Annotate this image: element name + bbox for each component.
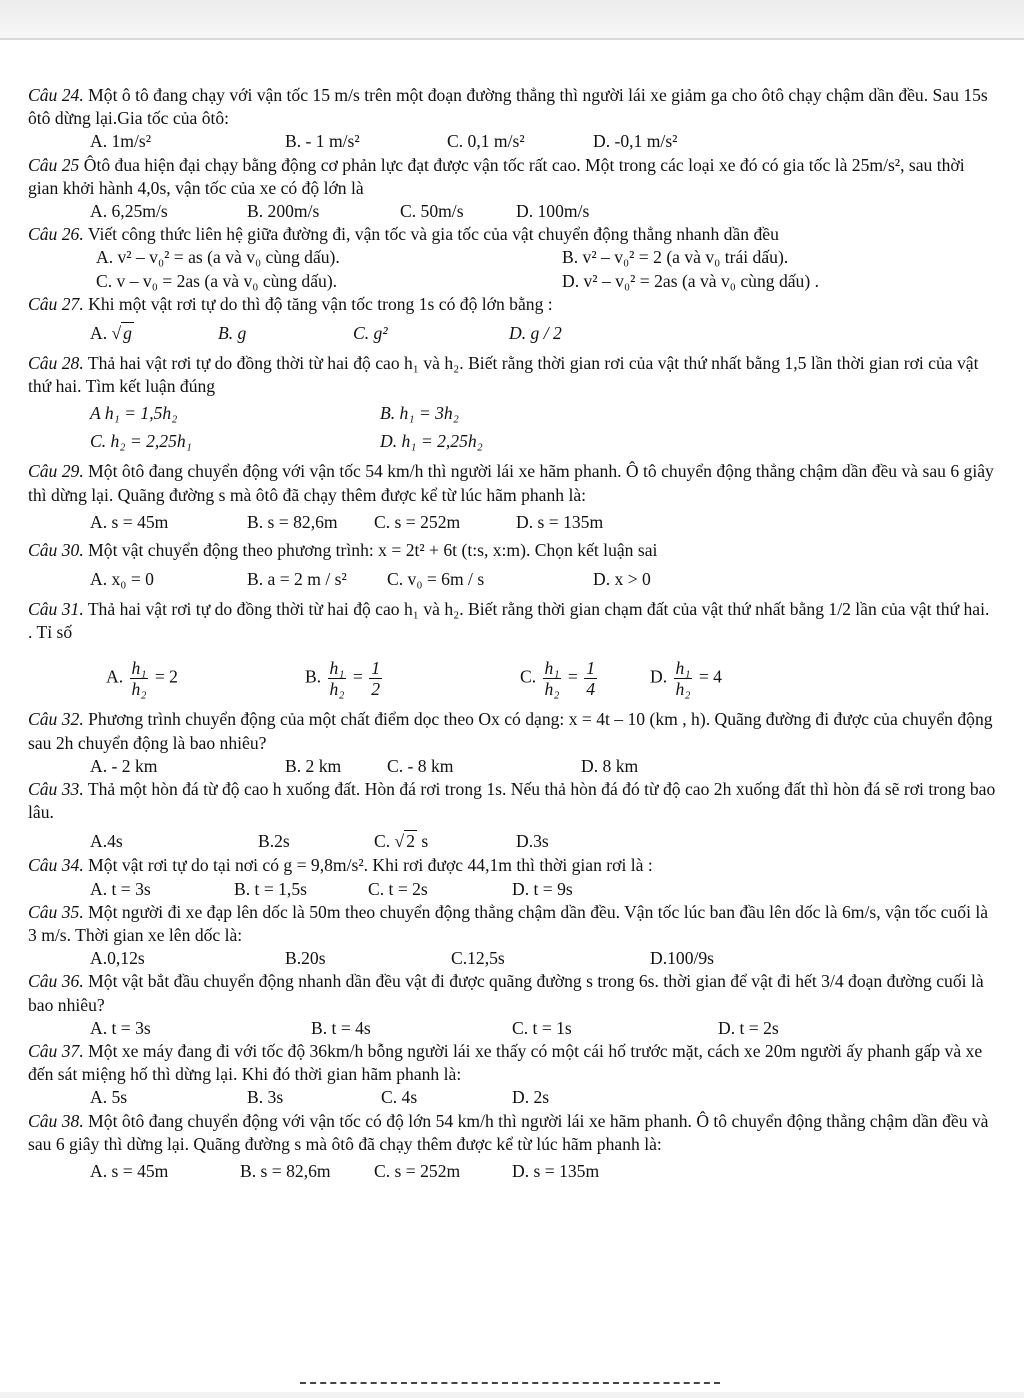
option-b[interactable]: B. s = 82,6m [247,511,338,532]
question-stem: Khi một vật rơi tự do thì độ tăng vận tốc trong 1s có độ lớn bằng : [88,293,553,314]
question-number: Câu 30. [28,539,84,560]
option-d[interactable]: D. t = 2s [718,1017,779,1038]
option-b[interactable]: B. 3s [247,1087,284,1108]
ratio-fraction: $\frac{\text{h₁}}{\text{h₂}}$ [131,658,147,700]
option-d[interactable]: D. s = 135m [512,1160,600,1181]
question-stem: Một vật chuyển động theo phương trình: x = 2t² + 6t (t:s, x:m). Chọn kết luận sai [88,539,658,560]
question-stem: Một vật bắt đầu chuyển động nhanh dần đều vật đi được quãng đường s trong 6s. thời gian để vật đi hết 3/4 đoạn đường cuối là bao nhiêu? [28,971,984,1015]
option-b[interactable]: B.20s [285,948,326,969]
option-b[interactable]: B. 2 km [285,755,342,776]
option-a[interactable]: A. 1m/s² [90,131,151,152]
option-b[interactable]: B. v² – v₀² = 2 (a và v₀ trái dấu). [562,247,789,268]
answer-options [28,130,998,153]
option-d[interactable]: D. s = 135m [516,511,604,532]
option-a[interactable]: A.4s [90,831,123,852]
ratio-fraction: $\frac{\text{h₁}}{\text{h₂}}$ [544,658,560,700]
option-a[interactable]: A. - 2 km [90,755,158,776]
option-d[interactable]: D. h₁ = 2,25h₂ [380,431,483,452]
question-38 [28,1110,998,1184]
page-bottom-edge [0,1392,1024,1398]
option-c[interactable]: C. t = 2s [368,878,428,899]
question-34 [28,854,998,900]
sqrt-2: √ 2 [394,831,415,852]
option-d[interactable]: D. g / 2 [509,322,562,343]
value-fraction: $\frac{1}{2}$ [371,658,381,700]
option-b[interactable]: B. s = 82,6m [240,1160,331,1181]
question-number: Câu 25 [28,154,80,175]
option-a[interactable]: A. t = 3s [90,878,151,899]
option-c[interactable]: C. s = 252m [374,1160,461,1181]
question-31 [28,598,998,708]
answer-options [28,878,998,901]
answer-options [28,644,998,708]
question-25 [28,154,998,224]
question-35 [28,901,998,971]
option-b[interactable]: B. t = 4s [311,1017,371,1038]
question-number: Câu 31. [28,598,84,619]
option-d[interactable]: D.3s [516,831,549,852]
option-b[interactable]: B. h₁ = 3h₂ [380,403,459,424]
question-stem: Viết công thức liên hệ giữa đường đi, vận tốc và gia tốc của vật chuyển động thẳng nhanh dần đều [87,224,779,245]
option-d[interactable]: D.100/9s [650,948,715,969]
option-b[interactable]: B. - 1 m/s² [285,131,360,152]
option-c[interactable]: C. t = 1s [512,1017,572,1038]
option-d[interactable]: D. 8 km [581,755,639,776]
option-b[interactable]: B. a = 2 m / s² [247,568,347,589]
option-c[interactable]: C. v₀ = 6m / s [387,568,485,589]
option-d[interactable]: D. t = 9s [512,878,573,899]
option-d[interactable]: D. 2s [512,1087,550,1108]
question-stem: Phương trình chuyển động của một chất điểm dọc theo Ox có dạng: x = 4t – 10 (km , h). Quãng đường đi được của chuyển động sau 2h chuyển động là bao nhiêu? [28,709,993,753]
answer-options [28,755,998,778]
question-stem: Một ôtô đang chuyển động với vận tốc 54 km/h thì người lái xe hãm phanh. Ô tô chuyển động thẳng chậm dần đều và sau 6 giây thì dừng lại. Quãng đường s mà ôtô đã chạy thêm được kể từ lúc hãm phanh là: [28,461,994,505]
window-top-bar [0,0,1024,40]
option-b[interactable]: B. t = 1,5s [234,878,307,899]
answer-options [28,507,998,535]
option-d[interactable]: D. 100m/s [516,201,590,221]
question-number: Câu 34. [28,855,84,876]
option-a[interactable]: A. 5s [90,1087,128,1108]
question-number: Câu 27. [28,293,84,314]
option-a[interactable]: A. v² – v₀² = as (a và v₀ cùng dấu). [96,247,340,268]
option-b[interactable]: B. g [218,322,247,343]
question-stem: Một xe máy đang đi với tốc độ 36km/h bỗng người lái xe thấy có một cái hố trước mặt, cách xe 20m người ấy phanh gấp và xe đến sát miệng hố thì dừng lại. Khi đó thời gian hãm phanh là: [28,1040,983,1085]
question-number: Câu 33. [28,778,84,799]
answer-options [28,1156,998,1184]
question-27 [28,293,998,348]
option-c[interactable]: C. v – v₀ = 2as (a và v₀ cùng dấu). [96,270,338,291]
option-a[interactable]: A. 6,25m/s [90,201,168,221]
option-d[interactable]: D. x > 0 [593,568,651,589]
question-32 [28,708,998,778]
question-number: Câu 24. [28,85,84,105]
question-30 [28,539,998,594]
question-33 [28,778,998,854]
question-stem: Thả một hòn đá từ độ cao h xuống đất. Hòn đá rơi trong 1s. Nếu thả hòn đá đó từ độ cao 2h xuống đất thì hòn đá sẽ rơi trong bao lâu. [28,778,996,823]
option-d[interactable]: D. -0,1 m/s² [593,131,678,152]
answer-options [28,562,998,594]
question-stem: Một người đi xe đạp lên dốc là 50m theo chuyển động thẳng chậm dần đều. Vận tốc lúc ban đầu lên dốc là 6m/s, vận tốc cuối là 3 m/s. Thời gian xe lên dốc là: [28,901,989,945]
question-36 [28,970,998,1040]
option-a[interactable]: A. s = 45m [90,1160,169,1181]
question-37 [28,1040,998,1110]
option-b[interactable]: B. 200m/s [247,201,320,221]
answer-options [28,316,998,348]
ratio-fraction: $\frac{\text{h₁}}{\text{h₂}}$ [675,658,691,700]
question-number: Câu 29. [28,461,84,482]
question-stem: Thả hai vật rơi tự do đồng thời từ hai độ cao h₁ và h₂. Biết rằng thời gian rơi của vật thứ nhất bằng 1,5 lần thời gian rơi của vật thứ hai. Tìm kết luận đúng [28,352,979,397]
question-number: Câu 26. [28,224,84,245]
question-number: Câu 28. [28,352,84,373]
option-a[interactable]: A. √ g [90,322,134,345]
question-number: Câu 35. [28,901,84,922]
sqrt-g: √ g [111,322,132,343]
answer-options [28,426,998,456]
option-c[interactable]: C. √ 2 s [374,830,428,853]
question-number: Câu 37. [28,1040,84,1061]
option-c[interactable]: C. 4s [381,1087,418,1108]
option-c[interactable]: C. - 8 km [387,755,454,776]
question-29 [28,460,998,534]
option-d[interactable]: D. v² – v₀² = 2as (a và v₀ cùng dấu) . [562,270,819,291]
answer-options [28,246,998,269]
option-c[interactable]: C. g² [353,322,388,343]
worksheet-page [28,84,998,1184]
option-a[interactable]: A. t = 3s [90,1017,151,1038]
option-b[interactable]: B.2s [258,831,290,852]
option-a[interactable]: A. s = 45m [90,511,169,532]
answer-options [28,1017,998,1040]
option-b[interactable]: B. $\frac{\text{h₁}}{\text{h₂}}$ = $\frac{1}{2}$ [305,658,381,700]
option-c[interactable]: C. 0,1 m/s² [447,131,525,152]
option-a[interactable]: A. x₀ = 0 [90,568,154,589]
option-a[interactable]: A.0,12s [90,948,145,969]
value-fraction: $\frac{1}{4}$ [586,658,596,700]
answer-options [28,824,998,854]
answer-options [28,1086,998,1109]
end-divider [300,1382,720,1384]
option-c[interactable]: C. 50m/s [400,201,464,221]
option-d[interactable]: D. $\frac{\text{h₁}}{\text{h₂}}$ = 4 [650,658,722,700]
option-c[interactable]: C. s = 252m [374,511,461,532]
question-stem: Một ôtô đang chuyển động với vận tốc có độ lớn 54 km/h thì người lái xe hãm phanh. Ô tô chuyển động thẳng chậm dần đều và sau 6 giây thì dừng lại. Quãng đường s mà ôtô đã chạy thêm được kể từ lúc hãm phanh là: [28,1110,989,1154]
question-stem: Một ô tô đang chạy với vận tốc 15 m/s trên một đoạn đường thẳng thì người lái xe giảm ga cho ôtô chạy chậm dần đều. Sau 15s ôtô dừng lại.Gia tốc của ôtô: [28,85,988,129]
option-a[interactable]: A. $\frac{\text{h₁}}{\text{h₂}}$ = 2 [106,658,178,700]
answer-options [28,398,998,426]
answer-options [28,200,998,223]
answer-options [28,947,998,970]
question-24 [28,84,998,154]
option-c[interactable]: C. h₂ = 2,25h₁ [90,431,192,452]
question-number: Câu 32. [28,709,84,730]
option-c[interactable]: C.12,5s [451,948,505,969]
option-a[interactable]: A h₁ = 1,5h₂ [90,403,178,424]
ratio-fraction: $\frac{\text{h₁}}{\text{h₂}}$ [329,658,345,700]
question-stem: Một vật rơi tự do tại nơi có g = 9,8m/s². Khi rơi được 44,1m thì thời gian rơi là : [88,855,653,876]
question-28 [28,352,998,456]
question-number: Câu 38. [28,1110,84,1131]
question-stem: Ôtô đua hiện đại chạy bằng động cơ phản lực đạt được vận tốc rất cao. Một trong các loại xe đó có gia tốc là 25m/s², sau thời gian khởi hành 4,0s, vận tốc của xe có độ lớn là [28,154,965,198]
question-stem: Thả hai vật rơi tự do đồng thời từ hai độ cao h₁ và h₂. Biết rằng thời gian chạm đất của vật thứ nhất bằng 1/2 lần của vật thứ hai. . Tỉ số [28,598,990,643]
question-number: Câu 36. [28,971,84,992]
option-c[interactable]: C. $\frac{\text{h₁}}{\text{h₂}}$ = $\frac{1}{4}$ [520,658,596,700]
answer-options [28,270,998,293]
question-26 [28,223,998,293]
